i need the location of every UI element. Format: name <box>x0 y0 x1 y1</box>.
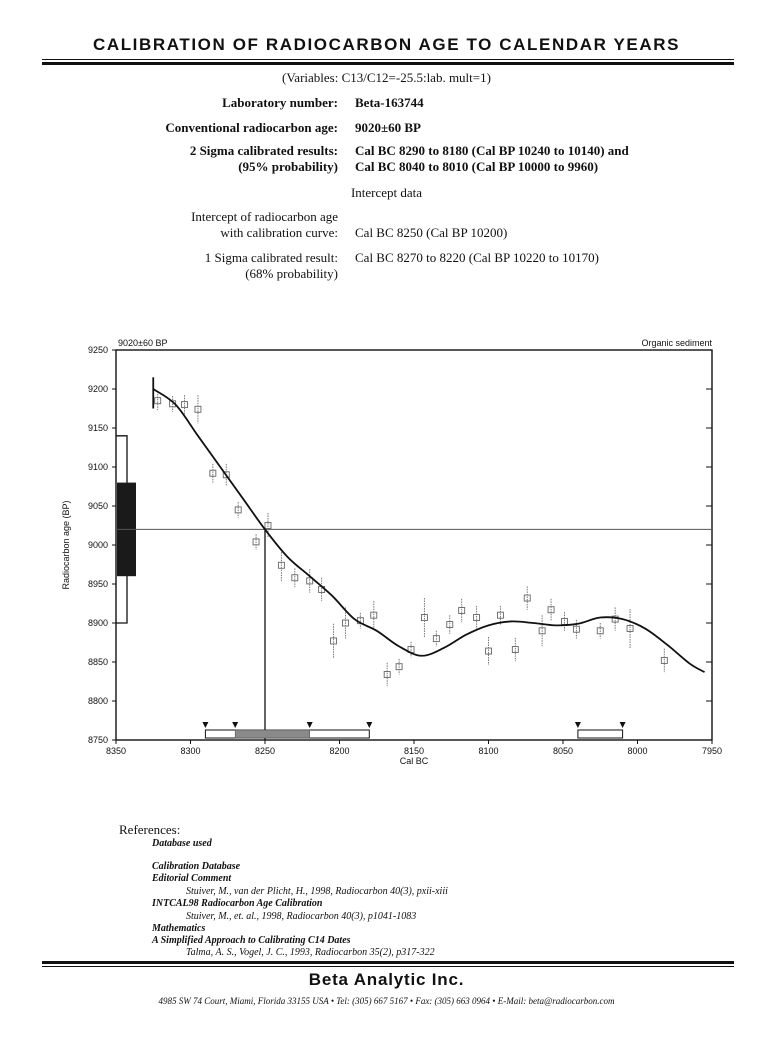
x-tick-label-7950: 7950 <box>701 746 723 756</box>
x-tick-label-8250: 8250 <box>254 746 276 756</box>
header-rule-thin <box>42 59 734 60</box>
company-name: Beta Analytic Inc. <box>308 970 465 989</box>
ref-talma: Talma, A. S., Vogel, J. C., 1993, Radiocarbon 35(2), p317-322 <box>186 947 435 958</box>
x-tick-label-8150: 8150 <box>403 746 425 756</box>
x-tick-label-8200: 8200 <box>329 746 350 756</box>
y-axis-title: Radiocarbon age (BP) <box>61 500 71 590</box>
plot-frame <box>116 350 712 740</box>
y-tick-label-9150: 9150 <box>87 423 108 433</box>
ref-simplified-approach: A Simplified Approach to Calibrating C14 Dates <box>152 935 351 946</box>
ref-editorial-comment: Editorial Comment <box>152 873 232 884</box>
y-tick-label-9100: 9100 <box>87 462 108 472</box>
two-sigma-marker-1-0 <box>575 722 581 728</box>
company-address: 4985 SW 74 Court, Miami, Florida 33155 USA • Tel: (305) 667 5167 • Fax: (305) 663 0964 • E-Mail: beta@radiocarbon.com <box>158 996 615 1006</box>
footer-rule-thick <box>42 961 734 964</box>
references-heading: References: <box>119 822 181 837</box>
ref-database-used: Database used <box>152 838 212 849</box>
y-tick-label-8800: 8800 <box>87 696 108 706</box>
y-tick-label-9200: 9200 <box>87 384 108 394</box>
lab-number-value: Beta-163744 <box>355 95 424 110</box>
two-sigma-range-1 <box>578 730 623 738</box>
two-sigma-marker-0-1 <box>366 722 372 728</box>
x-axis-title: Cal BC <box>399 756 429 766</box>
one-sigma-label: 1 Sigma calibrated result: <box>204 250 338 265</box>
sample-type-label: Organic sediment <box>641 338 712 348</box>
ref-stuiver-1: Stuiver, M., van der Plicht, H., 1998, Radiocarbon 40(3), pxii-xiii <box>186 886 448 897</box>
one-sigma-marker-0 <box>232 722 238 728</box>
y-tick-label-9050: 9050 <box>87 501 108 511</box>
x-tick-label-8050: 8050 <box>552 746 574 756</box>
y-tick-label-8750: 8750 <box>87 735 108 745</box>
data-point-20 <box>421 615 427 621</box>
x-tick-label-8300: 8300 <box>180 746 201 756</box>
calibration-chart <box>0 330 773 780</box>
intercept-label-2: with calibration curve: <box>220 225 338 240</box>
calibration-curve <box>153 389 704 672</box>
y-tick-label-8850: 8850 <box>87 657 108 667</box>
ref-calibration-database: Calibration Database <box>152 861 241 872</box>
intercept-heading: Intercept data <box>350 185 423 200</box>
y-tick-label-8950: 8950 <box>87 579 108 589</box>
one-sigma-probability: (68% probability) <box>245 266 338 281</box>
page-title: CALIBRATION OF RADIOCARBON AGE TO CALENDAR YEARS <box>92 35 681 54</box>
x-tick-label-8100: 8100 <box>478 746 499 756</box>
variables-line: (Variables: C13/C12=-25.5:lab. mult=1) <box>282 70 491 85</box>
y-tick-label-9250: 9250 <box>87 345 108 355</box>
ref-stuiver-2: Stuiver, M., et. al., 1998, Radiocarbon 40(3), p1041-1083 <box>186 911 417 922</box>
intercept-label-1: Intercept of radiocarbon age <box>191 209 338 224</box>
one-sigma-marker-1 <box>307 722 313 728</box>
conv-age-label: Conventional radiocarbon age: <box>165 120 338 135</box>
data-point-35 <box>627 625 633 631</box>
one-sigma-range <box>235 730 310 738</box>
sample-age-label: 9020±60 BP <box>118 338 168 348</box>
two-sigma-value-2: Cal BC 8040 to 8010 (Cal BP 10000 to 9960) <box>355 159 599 174</box>
conv-age-value: 9020±60 BP <box>355 120 421 135</box>
two-sigma-value-1: Cal BC 8290 to 8180 (Cal BP 10240 to 10140) and <box>355 143 629 158</box>
footer-rule-thin <box>42 966 734 967</box>
y-tick-label-9000: 9000 <box>87 540 108 550</box>
x-tick-label-8350: 8350 <box>105 746 127 756</box>
ref-mathematics: Mathematics <box>152 923 206 934</box>
y-tick-label-8900: 8900 <box>87 618 108 628</box>
x-tick-label-8000: 8000 <box>627 746 648 756</box>
lab-number-label: Laboratory number: <box>222 95 338 110</box>
intercept-value: Cal BC 8250 (Cal BP 10200) <box>355 225 508 240</box>
header-rule-thick <box>42 62 734 65</box>
two-sigma-marker-1-1 <box>620 722 626 728</box>
two-sigma-probability: (95% probability) <box>238 159 338 174</box>
two-sigma-label: 2 Sigma calibrated results: <box>189 143 338 158</box>
one-sigma-value: Cal BC 8270 to 8220 (Cal BP 10220 to 10170) <box>355 250 599 265</box>
two-sigma-marker-0-0 <box>202 722 208 728</box>
ref-intcal98: INTCAL98 Radiocarbon Age Calibration <box>152 898 323 909</box>
